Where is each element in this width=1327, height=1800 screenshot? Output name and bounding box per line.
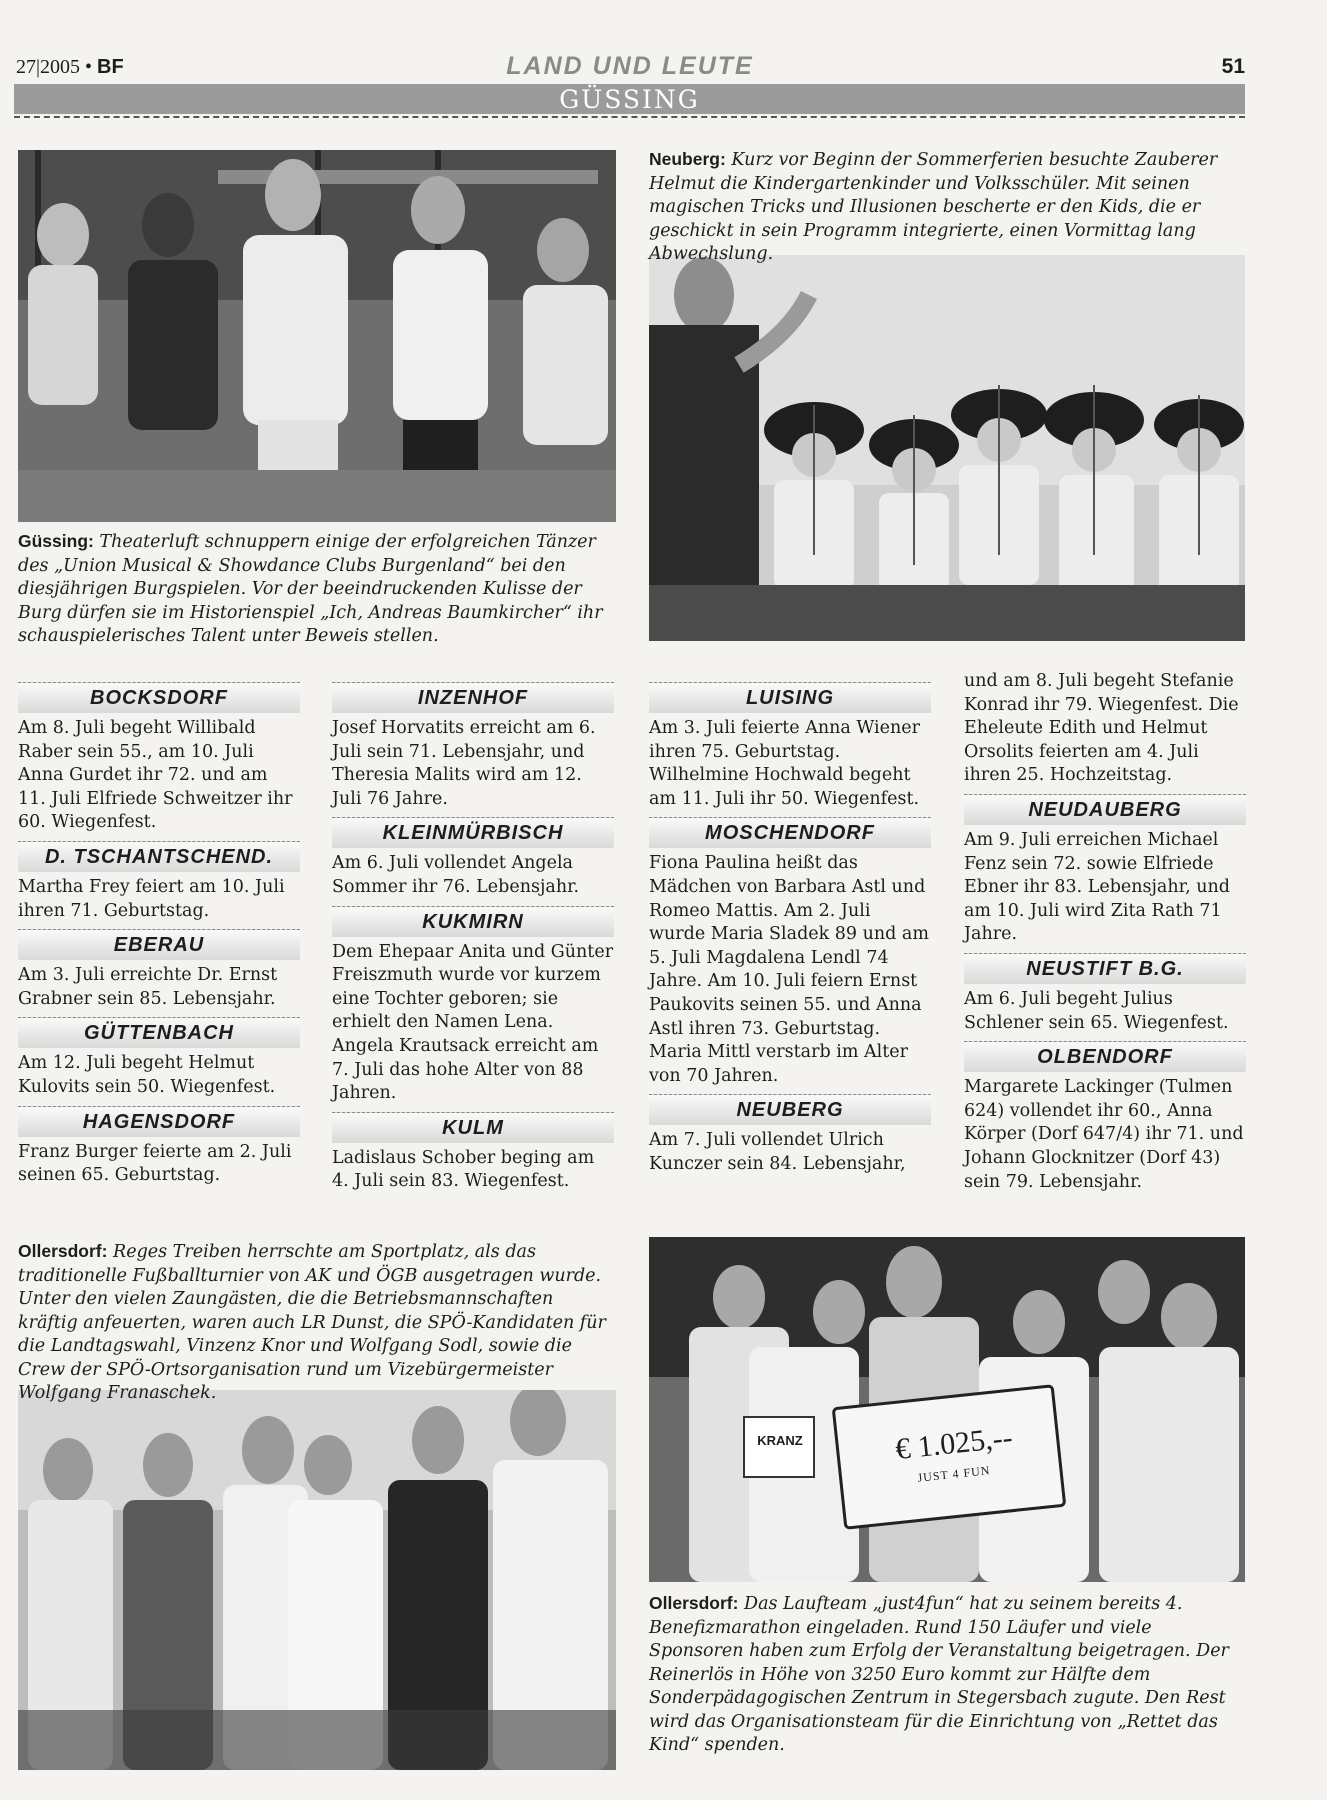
section-heading: LUISING [649, 682, 931, 713]
news-guettenbach [18, 1017, 300, 1099]
section-heading: EBERAU [18, 929, 300, 960]
section-text: Am 7. Juli vollendet Ulrich Kunczer sein 84. Lebensjahr, [649, 1130, 906, 1174]
news-inzenhof [332, 682, 614, 811]
caption-text: Theaterluft schnuppern einige der erfolgreichen Tänzer des „Union Musical & Showdance Clubs Burgenland“ bei den diesjährigen Burgspielen. Vor der beeindruckenden Kulisse der Burg dürfen sie im Historienspiel „Ich, Andreas Baumkircher“ ihr schauspielerisches Talent unter Beweis stellen. [18, 532, 603, 646]
news-luising [649, 682, 931, 811]
news-neudauberg [964, 794, 1246, 947]
column-3 [649, 682, 931, 1183]
photo-ollersdorf-cheque [649, 1237, 1245, 1582]
section-heading: KULM [332, 1112, 614, 1143]
section-text: Am 12. Juli begeht Helmut Kulovits sein 50. Wiegenfest. [18, 1053, 276, 1097]
news-olbendorf [964, 1041, 1246, 1194]
news-neustift [964, 953, 1246, 1035]
section-heading: D. TSCHANTSCHEND. [18, 841, 300, 872]
section-title: LAND UND LEUTE [506, 52, 754, 80]
section-heading: MOSCHENDORF [649, 817, 931, 848]
section-heading: NEUDAUBERG [964, 794, 1246, 825]
column-4 [964, 670, 1246, 1200]
caption-text: Reges Treiben herrschte am Sportplatz, als das traditionelle Fußballturnier von AK und ÖGB ausgetragen wurde. Unter den vielen Zaungästen, die die Betriebsmannschaften kräftig anfeuerten, waren auch LR Dunst, die SPÖ-Kandidaten für die Landtagswahl, Vinzenz Knor und Wolfgang Sodl, sowie die Crew der SPÖ-Ortsorganisation rund um Vizebürgermeister Wolfgang Franaschek. [18, 1242, 606, 1403]
section-text: Dem Ehepaar Anita und Günter Freiszmuth wurde vor kurzem eine Tochter geboren; sie erhielt den Namen Lena. Angela Krautsack erreicht am 7. Juli das hohe Alter von 88 Jahren. [332, 941, 614, 1104]
photo-neuberg-magician [649, 255, 1245, 641]
section-text: Margarete Lackinger (Tulmen 624) vollendet ihr 60., Anna Körper (Dorf 647/4) ihr 71. und Johann Glocknitzer (Dorf 43) sein 79. Lebensjahr. [964, 1077, 1244, 1192]
cheque-subtitle: JUST 4 FUN [916, 1463, 992, 1485]
section-text: Fiona Paulina heißt das Mädchen von Barbara Astl und Romeo Mattis. Am 2. Juli wurde Maria Sladek 89 und am 5. Juli Magdalena Lendl 74 Jahre. Am 10. Juli feiern Ernst Paukovits seinen 55. und Anna Astl ihren 73. Geburtstag. Maria Mittl verstarb im Alter von 70 Jahren. [649, 853, 929, 1086]
news-neuberg [649, 1094, 931, 1176]
photo-guessing-dancers [18, 150, 616, 522]
section-text: Martha Frey feiert am 10. Juli ihren 71. Geburtstag. [18, 876, 285, 921]
news-eberau [18, 929, 300, 1011]
section-heading: BOCKSDORF [18, 682, 300, 713]
caption-text: Das Laufteam „just4fun“ hat zu seinem bereits 4. Benefizmarathon eingeladen. Rund 150 Läufer und viele Sponsoren haben zum Erfolg der Veranstaltung beigetragen. Der Reinerlös in Höhe von 3250 Euro kommt zur Hälfte dem Sonderpädagogischen Zentrum in Stegersbach zugute. Den Rest wird das Organisationsteam für die Einrichtung von „Rettet das Kind“ spenden. [649, 1594, 1229, 1755]
section-text: Ladislaus Schober beging am 4. Juli sein 83. Wiegenfest. [332, 1147, 595, 1192]
section-text: Josef Horvatits erreicht am 6. Juli sein 71. Lebensjahr, und Theresia Malits wird am 12. Juli 76 Jahre. [332, 718, 596, 809]
photo-ollersdorf-sportplatz [18, 1390, 616, 1770]
news-neuberg-continued [964, 670, 1246, 788]
column-1 [18, 682, 300, 1194]
section-heading: GÜTTENBACH [18, 1017, 300, 1048]
section-text: Am 3. Juli erreichte Dr. Ernst Grabner sein 85. Lebensjahr. [18, 965, 278, 1009]
section-heading: OLBENDORF [964, 1041, 1246, 1072]
page-number: 51 [1221, 55, 1245, 78]
news-kleinmuerbisch [332, 817, 614, 899]
caption-guessing [18, 530, 616, 649]
news-moschendorf [649, 817, 931, 1088]
issue-number: 27|2005 [16, 56, 81, 78]
section-text: Am 6. Juli vollendet Angela Sommer ihr 76. Lebensjahr. [332, 853, 580, 897]
caption-ollersdorf-run [649, 1592, 1245, 1758]
region-title: GÜSSING [559, 85, 700, 114]
news-kulm [332, 1112, 614, 1194]
column-2 [332, 682, 614, 1200]
section-text: Am 3. Juli feierte Anna Wiener ihren 75. Geburtstag. Wilhelmine Hochwald begeht am 11. Juli ihr 50. Wiegenfest. [649, 718, 921, 809]
issue-info [16, 56, 124, 79]
caption-text: Kurz vor Beginn der Sommerferien besuchte Zauberer Helmut die Kindergartenkinder und Volksschüler. Mit seinen magischen Tricks und Illusionen bescherte er den Kids, die er geschickt in sein Programm integrierte, einen Vormittag lang Abwechslung. [649, 150, 1218, 264]
section-heading: HAGENSDORF [18, 1106, 300, 1137]
section-text: Am 6. Juli begeht Julius Schlener sein 65. Wiegenfest. [964, 988, 1229, 1033]
news-hagensdorf [18, 1106, 300, 1188]
section-text: Am 9. Juli erreichen Michael Fenz sein 72. sowie Elfriede Ebner ihr 83. Lebensjahr, und am 10. Juli wird Zita Rath 71 Jahre. [964, 829, 1230, 945]
cheque-amount: € 1.025,-- [893, 1420, 1015, 1467]
caption-place: Ollersdorf: [649, 1593, 739, 1613]
section-heading: NEUSTIFT B.G. [964, 953, 1246, 984]
section-heading: INZENHOF [332, 682, 614, 713]
section-text: Am 8. Juli begeht Willibald Raber sein 55., am 10. Juli Anna Gurdet ihr 72. und am 11. Juli Elfriede Schweitzer ihr 60. Wiegenfest. [18, 718, 293, 833]
caption-neuberg [649, 148, 1245, 267]
cheque-brand-text: KRANZ [757, 1433, 803, 1448]
news-kukmirn [332, 906, 614, 1106]
section-heading: NEUBERG [649, 1094, 931, 1125]
section-text: und am 8. Juli begeht Stefanie Konrad ihr 79. Wiegenfest. Die Eheleute Edith und Helmut Orsolits feierten am 4. Juli ihren 25. Hochzeitstag. [964, 671, 1239, 786]
section-text: Franz Burger feierte am 2. Juli seinen 65. Geburtstag. [18, 1141, 292, 1186]
news-bocksdorf [18, 682, 300, 835]
header-divider [14, 116, 1245, 118]
section-heading: KUKMIRN [332, 906, 614, 937]
caption-ollersdorf-sport [18, 1240, 616, 1406]
news-tschantschendorf [18, 841, 300, 923]
caption-place: Güssing: [18, 531, 94, 551]
paper-name: BF [97, 56, 124, 78]
caption-place: Neuberg: [649, 149, 726, 169]
section-heading: KLEINMÜRBISCH [332, 817, 614, 848]
caption-place: Ollersdorf: [18, 1241, 108, 1261]
bullet: • [85, 56, 93, 78]
